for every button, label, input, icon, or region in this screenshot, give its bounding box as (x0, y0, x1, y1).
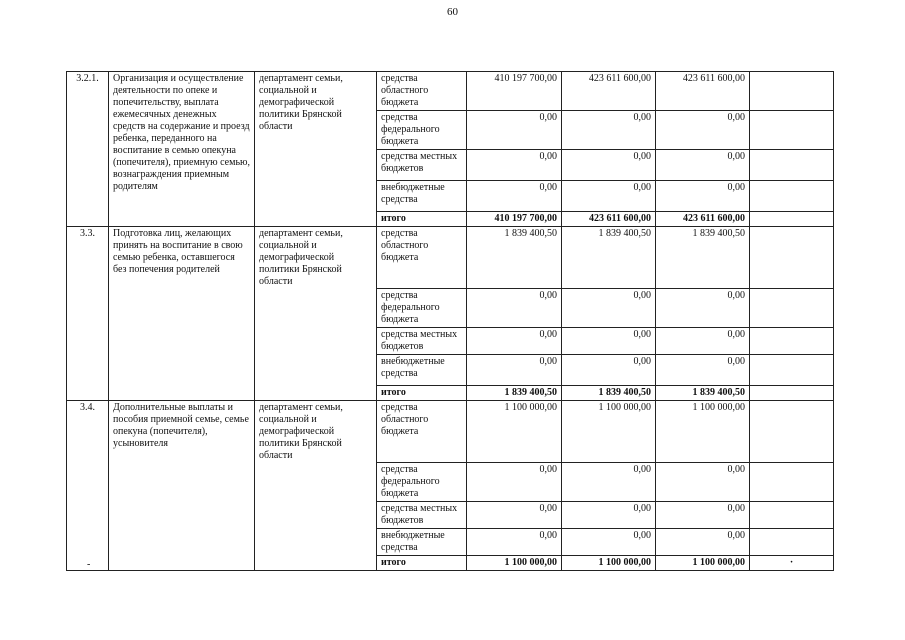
funding-source-label: средства федерального бюджета (377, 463, 467, 502)
empty-cell (750, 355, 834, 386)
empty-cell (750, 72, 834, 111)
funding-source-label: средства областного бюджета (377, 401, 467, 463)
empty-cell (750, 529, 834, 556)
amount-cell: 0,00 (467, 529, 562, 556)
empty-cell-with-mark (750, 556, 834, 571)
amount-cell: 1 839 400,50 (562, 227, 656, 289)
amount-cell: 0,00 (656, 111, 750, 150)
table-row (67, 72, 834, 111)
amount-cell: 0,00 (467, 289, 562, 328)
funding-source-label: внебюджетные средства (377, 181, 467, 212)
empty-cell (750, 181, 834, 212)
empty-cell (750, 289, 834, 328)
amount-cell: 1 100 000,00 (467, 401, 562, 463)
empty-cell (750, 386, 834, 401)
total-label: итого (377, 386, 467, 401)
amount-cell: 0,00 (562, 111, 656, 150)
empty-cell (750, 328, 834, 355)
amount-cell: 410 197 700,00 (467, 72, 562, 111)
total-amount: 423 611 600,00 (656, 212, 750, 227)
funding-source-label: средства местных бюджетов (377, 502, 467, 529)
empty-cell (750, 227, 834, 289)
total-label: итого (377, 556, 467, 571)
amount-cell: 0,00 (656, 289, 750, 328)
item-number: 3.4. (80, 402, 95, 413)
total-amount: 1 100 000,00 (656, 556, 750, 571)
amount-cell: 0,00 (467, 355, 562, 386)
amount-cell: 0,00 (467, 502, 562, 529)
total-amount: 1 100 000,00 (562, 556, 656, 571)
amount-cell: 0,00 (656, 463, 750, 502)
empty-cell (750, 111, 834, 150)
total-label: итого (377, 212, 467, 227)
table-row (67, 401, 834, 463)
amount-cell: 0,00 (467, 463, 562, 502)
item-title: Подготовка лиц, желающих принять на воспитание в свою семью ребенка, оставшегося без попечения родителей (109, 227, 255, 401)
amount-cell: 0,00 (467, 328, 562, 355)
funding-source-label: средства федерального бюджета (377, 111, 467, 150)
amount-cell: 0,00 (562, 463, 656, 502)
amount-cell: 0,00 (467, 111, 562, 150)
amount-cell: 1 839 400,50 (467, 227, 562, 289)
total-amount: 1 100 000,00 (467, 556, 562, 571)
funding-source-label: средства местных бюджетов (377, 150, 467, 181)
amount-cell: 0,00 (656, 150, 750, 181)
item-number: 3.2.1. (67, 72, 109, 227)
empty-cell (750, 463, 834, 502)
funding-source-label: средства местных бюджетов (377, 328, 467, 355)
page-number: 60 (447, 6, 458, 18)
funding-source-label: внебюджетные средства (377, 355, 467, 386)
amount-cell: 0,00 (562, 150, 656, 181)
total-amount: 423 611 600,00 (562, 212, 656, 227)
budget-table (66, 71, 834, 571)
amount-cell: 1 100 000,00 (562, 401, 656, 463)
item-responsible: департамент семьи, социальной и демографической политики Брянской области (255, 401, 377, 571)
amount-cell: 423 611 600,00 (562, 72, 656, 111)
item-title: Организация и осуществление деятельности по опеке и попечительству, выплата ежемесячных денежных средств на содержание и проезд ребенка, переданного на воспитание в семью опекуна (попечителя), приемную семью, вознаграждения приемным родителям (109, 72, 255, 227)
total-amount: 1 839 400,50 (562, 386, 656, 401)
scan-mark-right: · (789, 557, 794, 568)
item-number: 3.3. (67, 227, 109, 401)
table-row (67, 227, 834, 289)
total-amount: 410 197 700,00 (467, 212, 562, 227)
amount-cell: 1 839 400,50 (656, 227, 750, 289)
amount-cell: 0,00 (562, 328, 656, 355)
empty-cell (750, 212, 834, 227)
amount-cell: 0,00 (467, 150, 562, 181)
total-amount: 1 839 400,50 (656, 386, 750, 401)
amount-cell: 0,00 (656, 328, 750, 355)
amount-cell: 0,00 (562, 289, 656, 328)
item-responsible: департамент семьи, социальной и демографической политики Брянской области (255, 72, 377, 227)
item-responsible: департамент семьи, социальной и демографической политики Брянской области (255, 227, 377, 401)
scan-mark-left: - (87, 559, 91, 570)
amount-cell: 0,00 (562, 529, 656, 556)
item-number-cell (67, 401, 109, 571)
total-amount: 1 839 400,50 (467, 386, 562, 401)
amount-cell: 0,00 (656, 502, 750, 529)
amount-cell: 1 100 000,00 (656, 401, 750, 463)
amount-cell: 0,00 (656, 529, 750, 556)
amount-cell: 0,00 (562, 181, 656, 212)
amount-cell: 0,00 (656, 181, 750, 212)
item-title: Дополнительные выплаты и пособия приемной семье, семье опекуна (попечителя), усыновителя (109, 401, 255, 571)
amount-cell: 0,00 (467, 181, 562, 212)
amount-cell: 0,00 (656, 355, 750, 386)
funding-source-label: внебюджетные средства (377, 529, 467, 556)
amount-cell: 423 611 600,00 (656, 72, 750, 111)
amount-cell: 0,00 (562, 355, 656, 386)
funding-source-label: средства областного бюджета (377, 72, 467, 111)
empty-cell (750, 502, 834, 529)
funding-source-label: средства федерального бюджета (377, 289, 467, 328)
amount-cell: 0,00 (562, 502, 656, 529)
empty-cell (750, 150, 834, 181)
empty-cell (750, 401, 834, 463)
funding-source-label: средства областного бюджета (377, 227, 467, 289)
